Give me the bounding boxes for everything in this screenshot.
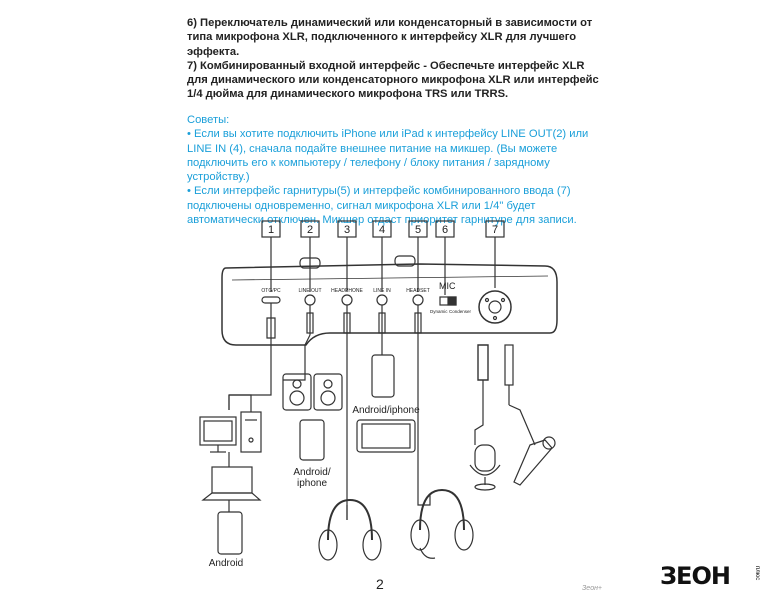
port-label-headphone: HEADPHONE: [331, 288, 363, 294]
port-label-line-in: LINE IN: [373, 288, 391, 294]
usb-c-port: [262, 297, 280, 303]
tablet-icon: [357, 420, 415, 452]
brand-logo: [660, 562, 760, 590]
xlr-combo-port: [479, 291, 511, 323]
tip-2: • Если интерфейс гарнитуры(5) и интерфейс комбинированного ввода (7) подключены одновременно, сигнал микрофона XLR или 1/4" будет автоматически отключен. Микшер отдаст приоритет гарнитуре для записи.: [187, 185, 577, 227]
num-6: 6: [441, 224, 449, 236]
logo-text: ЗЕОН: [660, 562, 730, 590]
label-android-iphone-top: Android/iphone: [352, 405, 420, 416]
switch-condenser-label: Condenser: [449, 309, 472, 314]
handheld-mic-icon: [514, 440, 552, 485]
condenser-mic-icon: [475, 445, 495, 471]
item-6-text: 6) Переключатель динамический или конденсаторный в зависимости от типа микрофона XLR, подключенного к интерфейсу XLR для лучшего эффекта.: [187, 17, 593, 58]
num-3: 3: [343, 224, 351, 236]
port-label-headset: HEADSET: [406, 288, 430, 294]
phone-bottom: [218, 512, 242, 554]
page-number: 2: [376, 576, 384, 592]
tip-1: • Если вы хотите подключить iPhone или iPad к интерфейсу LINE OUT(2) или LINE IN (4), сначала подайте внешнее питание на микшер. (Вы можете подключить его к компьютеру / телефону / блоку питания / зарядному устройству.): [187, 128, 589, 184]
mic-label: MIC: [439, 281, 456, 291]
line-out-port: [305, 295, 315, 305]
headphone-port: [342, 295, 352, 305]
jack-plug: [505, 345, 513, 385]
num-5: 5: [414, 224, 422, 236]
tips-title: Советы:: [187, 114, 230, 126]
num-4: 4: [378, 224, 386, 236]
port-label-line-out: LINE OUT: [298, 288, 322, 294]
watermark: Зеон+: [582, 585, 603, 592]
label-android-iphone-mid: Android/ iphone: [293, 467, 331, 489]
label-android: Android: [208, 558, 244, 569]
phone-mid: [300, 420, 324, 460]
pc-tower-icon: [241, 412, 261, 452]
xlr-plug: [478, 345, 488, 380]
line-in-port: [377, 295, 387, 305]
num-2: 2: [306, 224, 314, 236]
num-1: 1: [267, 224, 275, 236]
phone-line-in: [372, 355, 394, 397]
num-7: 7: [491, 224, 499, 236]
port-label-otg: OTG/PC: [261, 288, 281, 294]
logo-sub: плюс: [754, 566, 760, 581]
laptop-icon: [212, 467, 252, 493]
item-7-text: 7) Комбинированный входной интерфейс - Обеспечьте интерфейс XLR для динамического или конденсаторного микрофона XLR или интерфейс 1/4 дюйма для динамического микрофона TRS или TRRS.: [187, 59, 599, 101]
headset-port: [413, 295, 423, 305]
usb-plug: [267, 303, 275, 338]
switch-dynamic-label: Dynamic: [430, 309, 448, 314]
